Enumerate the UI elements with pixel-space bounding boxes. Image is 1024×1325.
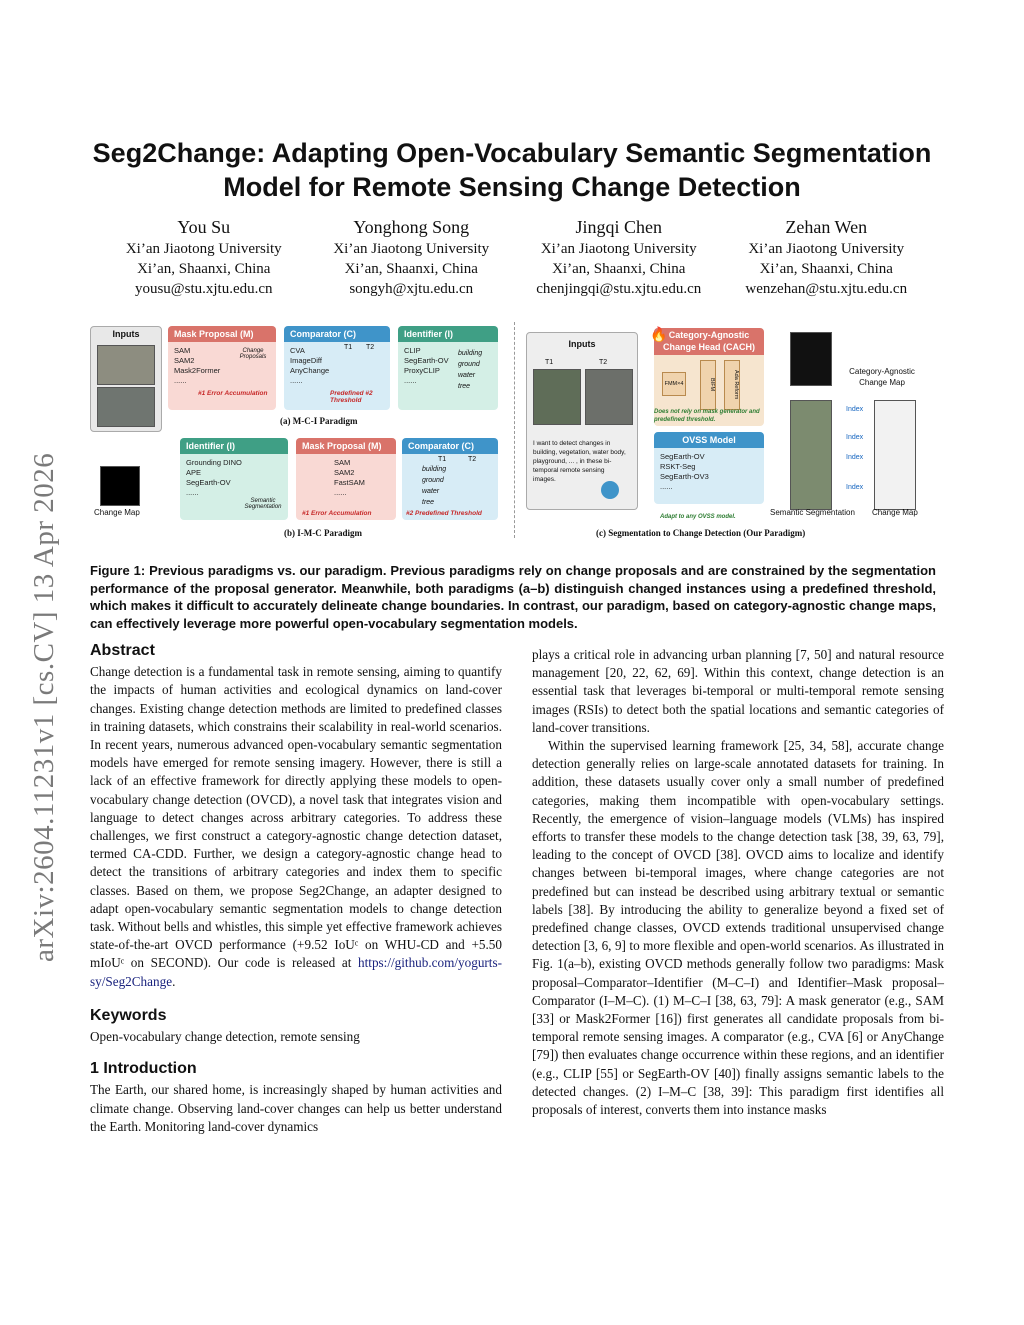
ovss-item: SegEarth-OV3 [660, 472, 709, 481]
label-building: building [422, 466, 447, 473]
author-name: You Su [177, 217, 231, 237]
abstract-end: . [172, 973, 176, 989]
cmp-item: CVA [290, 346, 305, 355]
fire-icon: 🔥 [650, 326, 668, 342]
author [723, 216, 931, 299]
identifier-panel-b [180, 438, 288, 520]
input-image-t2 [97, 387, 155, 427]
mask-proposal-header: Mask Proposal (M) [168, 326, 276, 342]
change-proposals-label: Change Proposals [239, 348, 267, 360]
abstract-heading: Abstract [90, 642, 155, 659]
cmp-item: ImageDiff [290, 356, 322, 365]
inputs-label: Inputs [568, 339, 596, 349]
ovss-item: ...... [660, 482, 673, 491]
figure-1 [90, 322, 936, 548]
ovss-item: SegEarth-OV [660, 452, 705, 461]
ovss-item: RSKT-Seg [660, 462, 696, 471]
identifier-header: Identifier (I) [398, 326, 498, 342]
change-map-image-c [874, 400, 916, 510]
input-image-t1 [533, 369, 581, 425]
input-image-t1 [97, 345, 155, 385]
author-affiliation: Xi’an Jiaotong University [748, 241, 905, 257]
t1-label: T1 [438, 456, 447, 463]
mp-item: FastSAM [334, 478, 365, 487]
cach-header: Category-Agnostic Change Head (CACH) [654, 328, 764, 355]
id-item: APE [186, 468, 202, 477]
semantic-segmentation-small: Semantic Segmentation [244, 498, 282, 510]
abstract-body: Change detection is a fundamental task in remote sensing, aiming to quantify the impacts of human activities and ecological dynamics on land-cover changes. Existing change detection methods are limited to predefined classes in training datasets, which constrains their scalability in real-world scenarios. In recent years, numerous advanced open-vocabulary semantic segmentation models have emerged for remote sensing imagery. However, there is still a lack of an effective framework for directly applying these models to open-vocabulary change detection (OVCD), a novel task that integrates vision and language to detect changes across arbitrary categories. To address these challenges, we first construct a category-agnostic change detection dataset, termed CA-CDD. Further, we design a category-agnostic change head to detect the transitions of arbitrary categories and index them to specific classes. Based on them, we propose Seg2Change, an adapter designed to adapt open-vocabulary semantic segmentation models to change detection task. Without bells and whistles, this simple yet effective framework achieves state-of-the-art OVCD performance (+9.52 IoUᶜ on WHU-CD and +5.50 mIoUᶜ on SECOND). Our code is released at [90, 664, 502, 971]
intro-heading: 1 Introduction [90, 1060, 197, 1078]
id-item: Grounding DINO [186, 458, 242, 467]
author-location: Xi’an, Shaanxi, China [759, 261, 893, 277]
label-tree: tree [422, 499, 435, 506]
identifier-panel-a [398, 326, 498, 410]
author-name: Zehan Wen [785, 217, 868, 237]
author-name: Yonghong Song [353, 217, 470, 237]
figure-caption: Figure 1: Previous paradigms vs. our paradigm. Previous paradigms rely on change proposals and are constrained by the segmentation performance of the proposal generator. Meanwhile, both paradigms (a–b) distinguish changed instances using a predefined threshold, which makes it difficult to accurately delineate change boundaries. In contrast, our paradigm, based on category-agnostic change maps, can effectively leverage more powerful open-vocabulary segmentation models. [90, 563, 936, 631]
mp-item: ...... [174, 376, 187, 385]
comparator-panel-b [402, 438, 498, 520]
paper-title: Seg2Change: Adapting Open-Vocabulary Semantic Segmentation Model for Remote Sensing Change Detection [92, 138, 932, 202]
arxiv-id: arXiv:2604.11231v1 [cs.CV] 13 Apr 2026 [28, 452, 60, 962]
index-label: Index [846, 484, 864, 491]
author-affiliation: Xi’an Jiaotong University [540, 241, 697, 257]
comparator-header: Comparator (C) [402, 438, 498, 454]
label-ground: ground [422, 477, 444, 484]
label-water: water [458, 372, 476, 379]
t1-label: T1 [344, 344, 353, 351]
author-location: Xi’an, Shaanxi, China [552, 261, 686, 277]
error-accumulation-label-b: #1 Error Accumulation [302, 510, 372, 517]
mp-item: SAM2 [174, 356, 195, 365]
cach-block: FMM×4 [662, 372, 686, 396]
author-email[interactable]: chenjingqi@stu.xjtu.edu.cn [536, 281, 702, 297]
label-ground: ground [458, 361, 480, 368]
id-item: ...... [404, 376, 417, 385]
author [308, 216, 516, 299]
input-image-t2 [585, 369, 633, 425]
code-link[interactable]: https://github.com/yogurts-sy/Seg2Change [90, 955, 502, 989]
inputs-label: Inputs [112, 329, 140, 339]
ovss-header: OVSS Model [654, 432, 764, 448]
id-item: SegEarth-OV [186, 478, 231, 487]
mp-item: SAM [174, 346, 191, 355]
ovss-panel [654, 432, 764, 504]
keywords-heading: Keywords [90, 1006, 167, 1024]
index-label: Index [846, 406, 864, 413]
change-map-label-c: Change Map [872, 508, 918, 517]
mp-item: SAM2 [334, 468, 355, 477]
index-label: Index [846, 434, 864, 441]
cach-block: BIFM [700, 360, 716, 410]
semantic-segmentation-image [790, 400, 832, 510]
mp-item: Mask2Former [174, 366, 221, 375]
author [515, 216, 723, 299]
cmp-item: ...... [290, 376, 303, 385]
mask-proposal-header: Mask Proposal (M) [296, 438, 396, 454]
t2-label: T2 [366, 344, 375, 351]
comparator-panel-a [284, 326, 390, 410]
predefined-threshold-label-b: #2 Predefined Threshold [406, 510, 482, 517]
id-item: SegEarth-OV [404, 356, 449, 365]
subcaption-b: (b) I-M-C Paradigm [284, 528, 362, 538]
author-location: Xi’an, Shaanxi, China [344, 261, 478, 277]
id-item: ProxyCLIP [404, 366, 440, 375]
user-icon [601, 481, 619, 499]
category-agnostic-map-image [790, 332, 832, 386]
abstract-text [90, 663, 502, 991]
no-mask-note: Does not rely on mask generator and predefined threshold. [654, 409, 760, 423]
identifier-header: Identifier (I) [180, 438, 288, 454]
index-label: Index [846, 454, 864, 461]
cach-block: Ada Reform [724, 360, 740, 410]
id-item: CLIP [404, 346, 421, 355]
error-accumulation-label: #1 Error Accumulation [198, 390, 268, 397]
left-column [90, 642, 502, 1136]
t2-label: T2 [599, 359, 608, 366]
inputs-panel-c [526, 332, 638, 510]
right-paragraph-2: Within the supervised learning framework [25, 34, 58], accurate change detection generally relies on large-scale annotated datasets for training. In addition, these datasets usually cover only a small number of predefined categories, making them incompatible with open-vocabulary settings. Recently, the emergence of vision–language models (VLMs) has inspired efforts to transfer these models to the change detection task [38, 39, 63, 79], leading to the concept of OVCD [38]. OVCD aims to localize and identify changes between bi-temporal images, where change categories are not predefined but can instead be described using arbitrary textual or semantic labels [38]. By introducing the ability to generalize beyond a fixed set of predefined change classes, OVCD extends traditional unsupervised change detection [3, 6, 9] to more flexible and open-world scenarios. As illustrated in Fig. 1(a–b), existing OVCD methods generally follow two paradigms: Mask proposal–Comparator–Identifier (M–C–I) and Identifier–Mask proposal–Comparator (I–M–C). (1) M–C–I [38, 63, 79]: A mask generator (e.g., SAM [33] or Mask2Former [16]) first generates all candidate proposals from bi-temporal remote sensing images. A comparator (e.g., CVA [6] or AnyChange [79]) then evaluates change occurrence within these regions, and an identifier (e.g., CLIP [55] or SegEarth-OV [40]) finally assigns semantic labels to the detected changes. (2) I–M–C [38, 39]: This paradigm first identifies all proposals of interest, converts them into instance masks [532, 738, 944, 1118]
inputs-panel [90, 326, 162, 432]
right-paragraph-1: plays a critical role in advancing urban planning [7, 50] and natural resource management [20, 22, 62, 69]. Within this context, change detection is an essential task that leverages bi-temporal or multi-temporal remote sensing images (RSIs) to detect both the spatial locations and semantic categories of land-cover transitions. [532, 647, 944, 735]
t1-label: T1 [545, 359, 554, 366]
t2-label: T2 [468, 456, 477, 463]
subcaption-a: (a) M-C-I Paradigm [280, 416, 358, 426]
author-affiliation: Xi’an Jiaotong University [125, 241, 282, 257]
right-column [532, 646, 944, 1119]
label-tree: tree [458, 383, 471, 390]
author-email[interactable]: yousu@stu.xjtu.edu.cn [134, 281, 273, 297]
id-item: ...... [186, 488, 199, 497]
author-affiliation: Xi’an Jiaotong University [333, 241, 490, 257]
mask-proposal-panel-a [168, 326, 276, 410]
change-map-image [100, 466, 140, 506]
author-email[interactable]: songyh@xjtu.edu.cn [349, 281, 474, 297]
label-water: water [422, 488, 440, 495]
change-map-label: Change Map [94, 508, 140, 517]
author-location: Xi’an, Shaanxi, China [137, 261, 271, 277]
figure-divider [514, 322, 515, 538]
comparator-header: Comparator (C) [284, 326, 390, 342]
author-block [100, 216, 930, 299]
semantic-segmentation-label: Semantic Segmentation [770, 508, 855, 517]
intro-text: The Earth, our shared home, is increasingly shaped by human activities and climate change. Observing land-cover changes can help us better understand the Earth. Monitoring land-cover dynamics [90, 1082, 502, 1134]
cmp-item: AnyChange [290, 366, 330, 375]
keywords-text: Open-vocabulary change detection, remote sensing [90, 1029, 360, 1045]
arxiv-stamp [20, 370, 70, 970]
predefined-threshold-label: Predefined #2 Threshold [330, 390, 373, 404]
mp-item: ...... [334, 488, 347, 497]
prompt-text: I want to detect changes in building, vegetation, water body, playground, ... , in these bi-temporal remote sensing images. [533, 440, 626, 483]
mask-proposal-panel-b [296, 438, 396, 520]
author-email[interactable]: wenzehan@stu.xjtu.edu.cn [745, 281, 908, 297]
subcaption-c: (c) Segmentation to Change Detection (Our Paradigm) [596, 528, 806, 538]
adapt-note: Adapt to any OVSS model. [660, 514, 736, 520]
mp-item: SAM [334, 458, 351, 467]
category-agnostic-map-label: Category-Agnostic Change Map [849, 367, 915, 387]
author [100, 216, 308, 299]
author-name: Jingqi Chen [575, 217, 662, 237]
label-building: building [458, 350, 483, 357]
